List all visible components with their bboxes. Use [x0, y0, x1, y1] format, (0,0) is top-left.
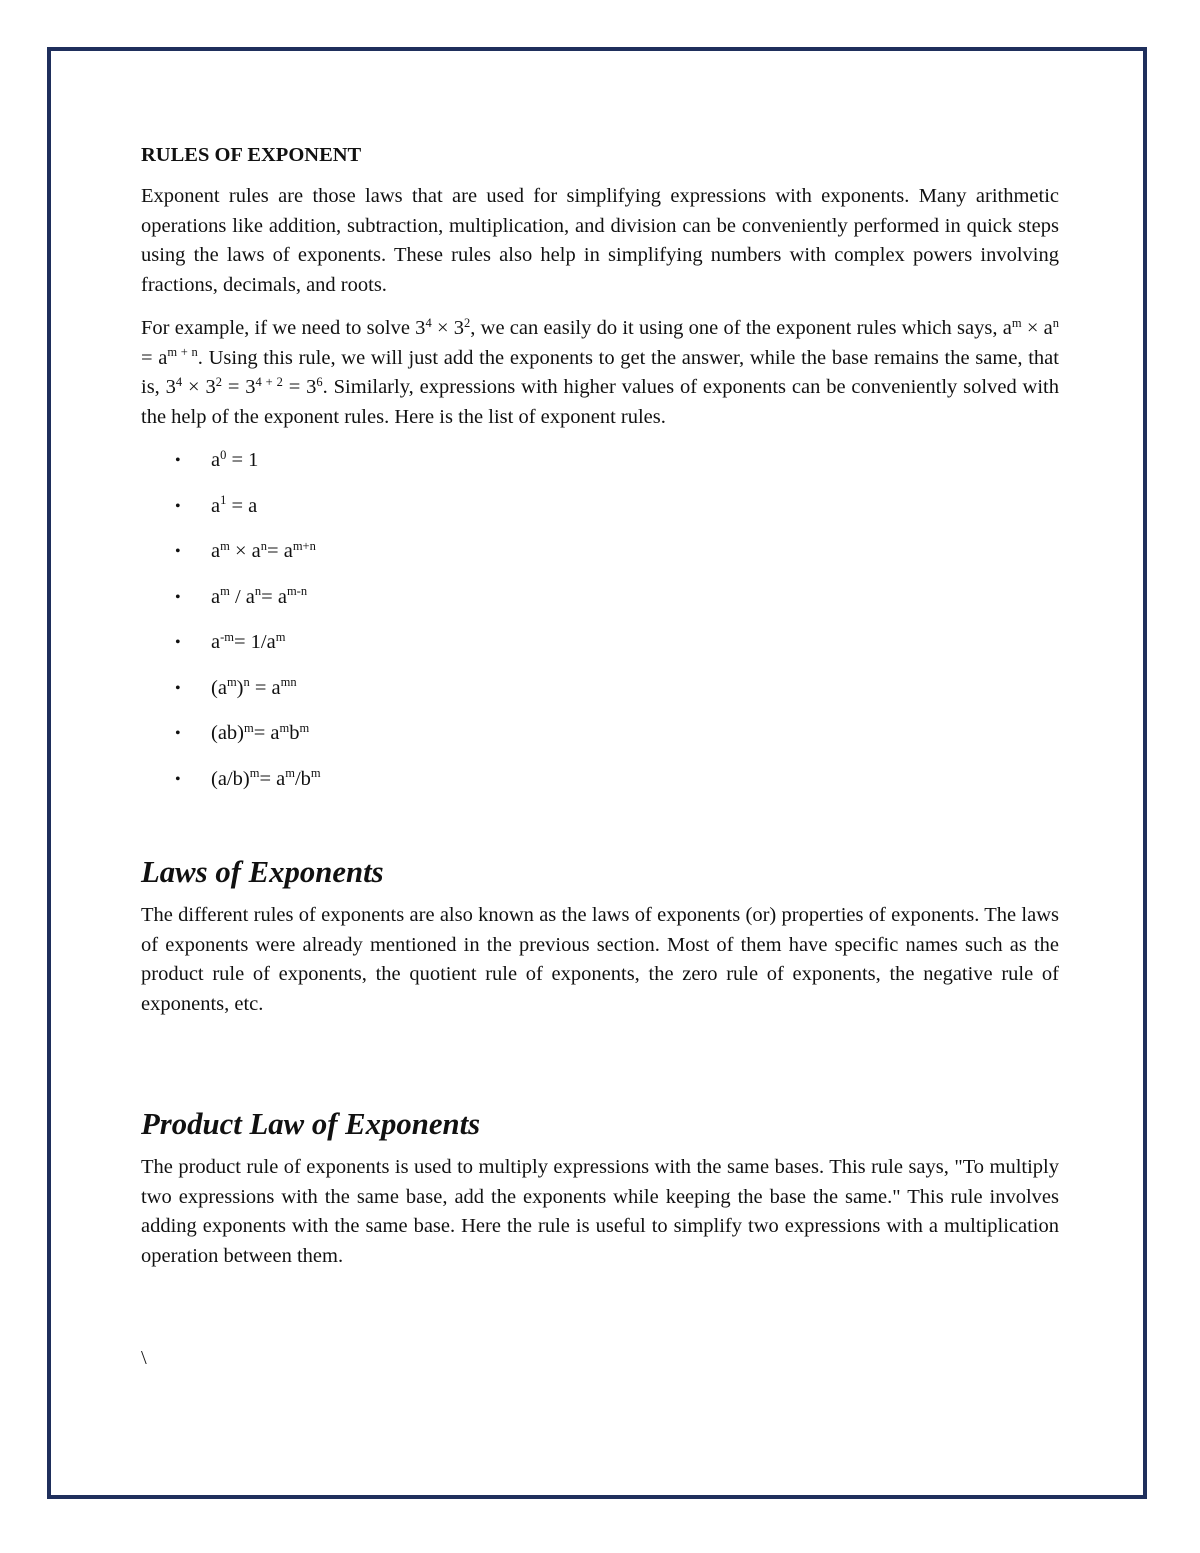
product-law-section-title: Product Law of Exponents: [141, 1107, 481, 1141]
rule-zero-exponent: [141, 446, 1059, 492]
laws-section-title: Laws of Exponents: [141, 855, 384, 889]
superscript: m: [310, 766, 321, 780]
rule-text: a: [211, 540, 221, 562]
superscript: m: [285, 766, 295, 780]
rule-text: /b: [294, 767, 311, 790]
bullet-icon: •: [175, 452, 181, 469]
rule-text: = 1: [226, 449, 259, 471]
rule-text: = 1/a: [234, 631, 276, 653]
superscript: m: [1011, 315, 1022, 330]
superscript: m: [249, 766, 260, 780]
spacer: [141, 1285, 1059, 1343]
superscript: 2: [215, 374, 222, 389]
exponent-rules-list: [141, 446, 1059, 810]
superscript: m-n: [286, 584, 308, 598]
document-body: [141, 140, 1059, 1373]
rule-text: = a: [249, 676, 281, 699]
bullet-icon: •: [175, 543, 181, 560]
example-paragraph: [141, 314, 1059, 432]
rule-text: = a: [267, 540, 293, 562]
superscript: 4: [425, 315, 432, 330]
superscript: n: [260, 538, 268, 553]
document-title: RULES OF EXPONENT: [141, 144, 362, 166]
superscript: n: [254, 584, 262, 598]
rule-text: a: [211, 585, 221, 608]
example-text: × 3: [182, 376, 216, 398]
example-text: For example, if we need to solve 3: [141, 317, 426, 339]
rule-text: a: [211, 494, 221, 517]
example-text: . Using this rule, we will just add the exponents to get the answer, while the base remains the same, that is, 3: [141, 346, 1059, 398]
superscript: m: [299, 720, 310, 735]
rule-negative-exponent: [141, 628, 1059, 674]
rule-text: × a: [229, 540, 261, 562]
rule-text: = a: [253, 722, 280, 744]
rule-power-of-product: [141, 719, 1059, 765]
rule-text: (a: [211, 676, 227, 699]
rule-quotient: [141, 583, 1059, 629]
rule-text: (ab): [211, 722, 245, 744]
rule-text: = a: [226, 494, 258, 517]
bullet-icon: •: [175, 497, 181, 515]
trailing-backslash: \: [141, 1347, 147, 1369]
rule-text: / a: [229, 585, 255, 608]
intro-paragraph: Exponent rules are those laws that are used for simplifying expressions with exponents. Many arithmetic operations like addition, subtraction, multiplication, and division can be conveniently performed in quick steps using the laws of exponents. These rules also help in simplifying numbers with complex powers involving fractions, decimals, and roots.: [141, 185, 1059, 296]
rule-text: ): [236, 676, 244, 699]
rule-text: b: [289, 722, 300, 744]
laws-paragraph: The different rules of exponents are also known as the laws of exponents (or) properties of exponents. The laws of exponents were already mentioned in the previous section. Most of them have specific names such as the product rule of exponents, the quotient rule of exponents, the zero rule of exponents, the negative rule of exponents, etc.: [141, 904, 1059, 1015]
superscript: 0: [220, 447, 227, 462]
rule-power-of-quotient: [141, 765, 1059, 811]
bullet-icon: •: [175, 588, 181, 606]
superscript: 2: [464, 315, 471, 330]
example-text: = a: [141, 346, 168, 369]
superscript: m+n: [292, 538, 316, 553]
example-text: = 3: [282, 376, 317, 398]
rule-text: = a: [259, 767, 286, 790]
superscript: n: [243, 675, 250, 689]
rule-text: (a/b): [211, 767, 250, 790]
superscript: m: [220, 584, 230, 598]
superscript: m: [275, 629, 286, 644]
superscript: mn: [280, 675, 297, 689]
spacer: [141, 1033, 1059, 1109]
example-text: , we can easily do it using one of the exponent rules which says, a: [470, 317, 1012, 339]
rule-identity-exponent: [141, 492, 1059, 538]
superscript: 6: [316, 374, 323, 389]
superscript: 1: [220, 493, 227, 507]
rule-power-of-power: [141, 674, 1059, 720]
product-law-paragraph: The product rule of exponents is used to multiply expressions with the same bases. This rule says, "To multiply two expressions with the same base, add the exponents while keeping the base the same." This rule involves adding exponents with the same base. Here the rule is useful to simplify two expressions with a multiplication operation between them.: [141, 1156, 1059, 1267]
bullet-icon: •: [175, 725, 181, 742]
superscript: 4: [175, 374, 183, 389]
example-text: × 3: [431, 317, 465, 339]
superscript: m: [244, 720, 254, 735]
superscript: n: [1052, 315, 1059, 330]
bullet-icon: •: [175, 770, 181, 788]
rule-text: a: [211, 449, 221, 471]
example-text: × a: [1021, 317, 1053, 339]
example-text: = 3: [221, 376, 256, 398]
example-text: . Similarly, expressions with higher values of exponents can be conveniently solved with the help of the exponent rules. Here is the list of exponent rules.: [141, 376, 1060, 428]
spacer: [141, 810, 1059, 857]
superscript: 4 + 2: [255, 374, 283, 389]
superscript: -m: [220, 629, 234, 644]
bullet-icon: •: [175, 634, 181, 651]
rule-product: [141, 537, 1059, 583]
rule-text: = a: [261, 585, 287, 608]
bullet-icon: •: [175, 679, 181, 697]
superscript: m + n: [167, 345, 198, 359]
superscript: m: [226, 675, 237, 689]
superscript: m: [220, 538, 230, 553]
rule-text: a: [211, 631, 221, 653]
superscript: m: [279, 720, 290, 735]
